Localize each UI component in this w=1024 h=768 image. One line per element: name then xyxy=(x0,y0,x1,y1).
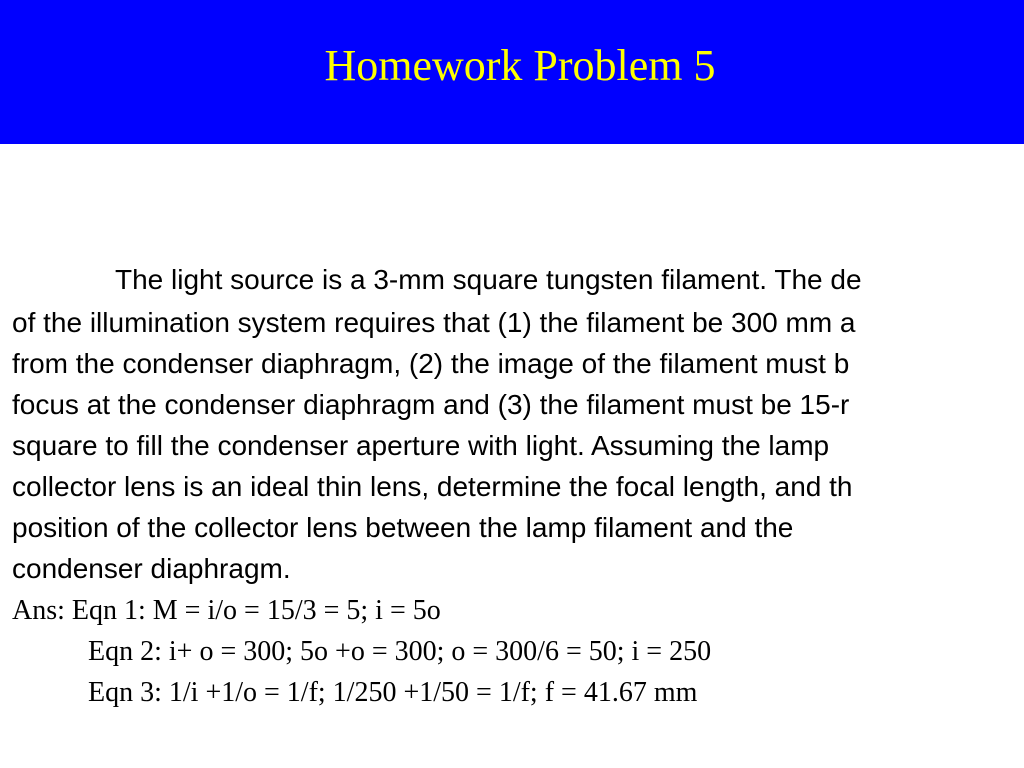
problem-line-8: condenser diaphragm. xyxy=(12,553,291,584)
problem-line-7: position of the collector lens between the lamp filament and the xyxy=(12,512,794,543)
problem-line-1: The light source is a 3-mm square tungsten filament. The de xyxy=(115,264,862,295)
answer-eqn-2: Eqn 2: i+ o = 300; 5o +o = 300; o = 300/6 = 50; i = 250 xyxy=(88,636,712,667)
problem-line-2: of the illumination system requires that (1) the filament be 300 mm a xyxy=(12,307,856,338)
problem-line-3: from the condenser diaphragm, (2) the image of the filament must b xyxy=(12,348,850,379)
slide-title: Homework Problem 5 xyxy=(324,41,716,90)
problem-line-6: collector lens is an ideal thin lens, determine the focal length, and th xyxy=(12,471,853,502)
problem-line-4: focus at the condenser diaphragm and (3) the filament must be 15-r xyxy=(12,389,850,420)
title-bar xyxy=(0,0,1024,144)
problem-line-5: square to fill the condenser aperture with light. Assuming the lamp xyxy=(12,430,830,461)
answer-eqn-3: Eqn 3: 1/i +1/o = 1/f; 1/250 +1/50 = 1/f; f = 41.67 mm xyxy=(88,677,698,708)
answer-eqn-1: Ans: Eqn 1: M = i/o = 15/3 = 5; i = 5o xyxy=(12,595,441,626)
